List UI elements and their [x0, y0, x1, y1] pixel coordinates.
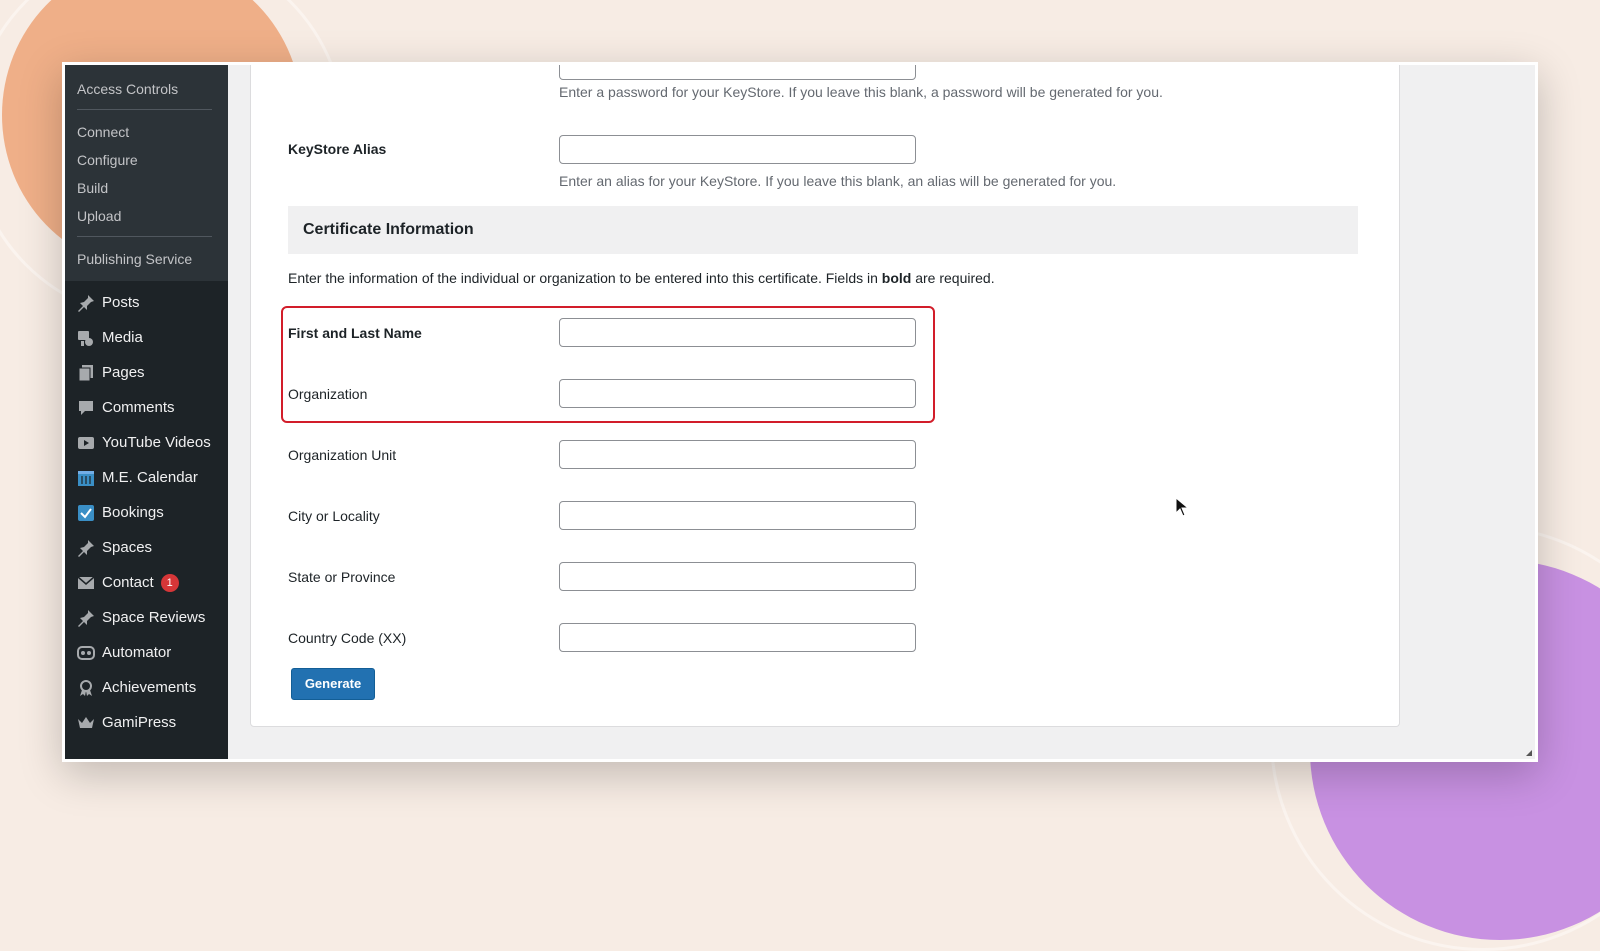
submenu-item-configure[interactable]: Configure [77, 152, 138, 168]
menu-item-media[interactable]: Media [65, 320, 228, 355]
organization-label: Organization [288, 386, 368, 402]
notification-badge: 1 [161, 574, 179, 592]
menu-item-me-calendar[interactable]: M.E. Calendar [65, 460, 228, 495]
submenu-item-upload[interactable]: Upload [77, 208, 122, 224]
submenu-divider [77, 236, 212, 237]
calendar-icon [74, 468, 98, 488]
admin-sidebar [65, 65, 228, 759]
keystore-alias-help: Enter an alias for your KeyStore. If you leave this blank, an alias will be generated for you. [559, 173, 1117, 189]
comment-icon [74, 398, 98, 418]
video-icon [74, 433, 98, 453]
submenu-divider [77, 109, 212, 110]
city-locality-label: City or Locality [288, 508, 380, 524]
country-code-label: Country Code (XX) [288, 630, 407, 646]
organization-unit-label: Organization Unit [288, 447, 397, 463]
menu-item-automator[interactable]: Automator [65, 635, 228, 670]
city-locality-input[interactable] [559, 501, 916, 530]
submenu-item-connect[interactable]: Connect [77, 124, 130, 140]
menu-item-comments[interactable]: Comments [65, 390, 228, 425]
keystore-password-input[interactable] [559, 62, 916, 80]
keystore-alias-input[interactable] [559, 135, 916, 164]
resize-handle-icon[interactable] [1526, 750, 1532, 756]
menu-item-bookings[interactable]: Bookings [65, 495, 228, 530]
first-last-name-input[interactable] [559, 318, 916, 347]
menu-item-spaces[interactable]: Spaces [65, 530, 228, 565]
submenu-parent-access-controls[interactable]: Access Controls [77, 81, 179, 97]
menu-item-space-reviews[interactable]: Space Reviews [65, 600, 228, 635]
award-icon [74, 678, 98, 698]
menu-item-posts[interactable]: Posts [65, 285, 228, 320]
state-province-label: State or Province [288, 569, 396, 585]
submenu-item-publishing-service[interactable]: Publishing Service [77, 251, 193, 267]
browser-window [62, 62, 1538, 762]
menu-item-achievements[interactable]: Achievements [65, 670, 228, 705]
mail-icon [74, 573, 98, 593]
robot-icon [74, 643, 98, 663]
crown-icon [74, 713, 98, 733]
state-province-input[interactable] [559, 562, 916, 591]
section-title-certificate-information: Certificate Information [288, 206, 1358, 254]
menu-item-gamipress[interactable]: GamiPress [65, 705, 228, 740]
pin-icon [74, 538, 98, 558]
organization-unit-input[interactable] [559, 440, 916, 469]
first-last-name-label: First and Last Name [288, 325, 422, 341]
media-icon [74, 328, 98, 348]
pin-icon [74, 608, 98, 628]
admin-menu [65, 281, 228, 740]
settings-panel [250, 62, 1400, 727]
generate-button[interactable]: Generate [291, 668, 375, 700]
certificate-intro-text: Enter the information of the individual or organization to be entered into this certificate. Fields in bold are required. [288, 270, 995, 286]
pin-icon [74, 293, 98, 313]
menu-item-youtube-videos[interactable]: YouTube Videos [65, 425, 228, 460]
keystore-alias-label: KeyStore Alias [288, 141, 387, 157]
pages-icon [74, 363, 98, 383]
submenu-item-build[interactable]: Build [77, 180, 109, 196]
organization-input[interactable] [559, 379, 916, 408]
keystore-password-help: Enter a password for your KeyStore. If you leave this blank, a password will be generated for you. [559, 84, 1163, 100]
menu-item-contact[interactable]: Contact 1 [65, 565, 228, 600]
country-code-input[interactable] [559, 623, 916, 652]
mouse-cursor-icon [1175, 497, 1189, 517]
checkbox-icon [74, 503, 98, 523]
menu-item-pages[interactable]: Pages [65, 355, 228, 390]
submenu [65, 65, 228, 281]
